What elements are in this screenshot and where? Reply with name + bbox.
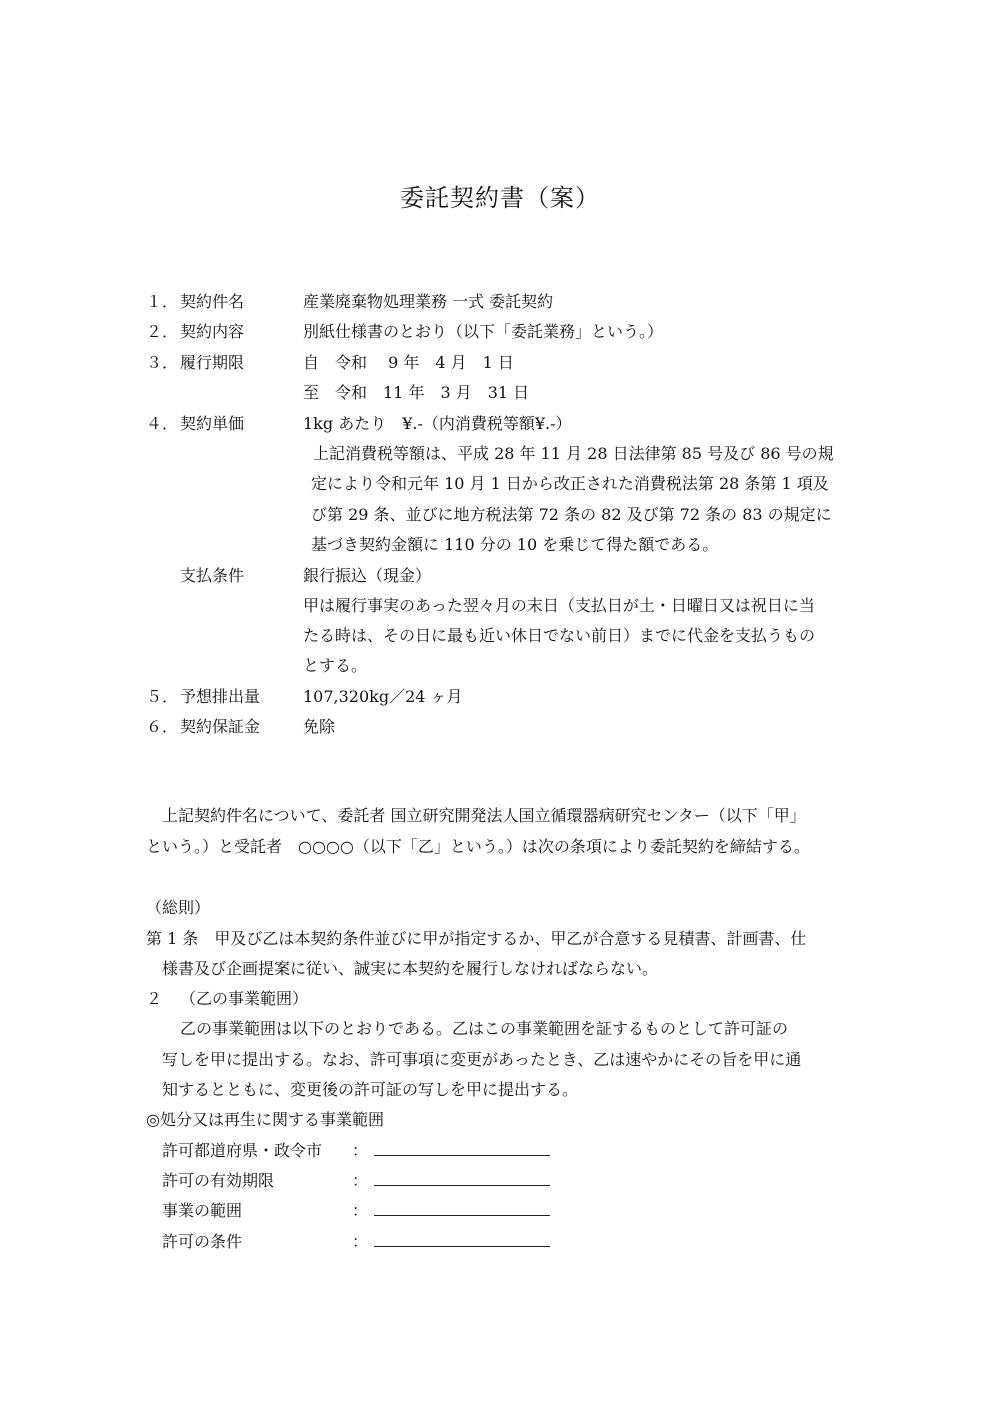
item-3-value-to: 至 令和 11 年 3 月 31 日 (303, 383, 530, 402)
article-1-heading: （総則） (146, 898, 211, 917)
item-6-value: 免除 (303, 717, 336, 736)
item-1-label: 契約件名 (180, 292, 245, 311)
payment-note-line: たる時は、その日に最も近い休日でない前日）までに代金を支払うもの (303, 626, 816, 645)
item-4-note-line: 基づき契約金額に 110 分の 10 を乗じて得た額である。 (311, 535, 719, 554)
validity-field-label: 許可の有効期限 (162, 1171, 275, 1190)
item-4-number: ４． (146, 414, 179, 433)
clause-2-line: 写しを甲に提出する。なお、許可事項に変更があったとき、乙は速やかにその旨を甲に通 (162, 1050, 802, 1069)
conditions-field-value[interactable] (352, 1227, 550, 1257)
item-1-number: １． (146, 292, 179, 311)
item-4-note-line: び第 29 条、並びに地方税法第 72 条の 82 及び第 72 条の 83 の規定に (311, 505, 832, 524)
field-colon: ： (352, 1232, 369, 1251)
clause-2-line: 知するとともに、変更後の許可証の写しを甲に提出する。 (162, 1080, 579, 1099)
item-5-value: 107,320kg／24 ヶ月 (303, 687, 463, 706)
field-colon: ： (352, 1141, 369, 1160)
payment-value: 銀行振込（現金） (303, 566, 432, 585)
item-4-label: 契約単価 (180, 414, 245, 433)
article-1-line: 第 1 条 甲及び乙は本契約条件並びに甲が指定するか、甲乙が合意する見積書、計画書、仕 (146, 929, 807, 948)
clause-2-heading: （乙の事業範囲） (180, 989, 309, 1008)
scope-field-label: 事業の範囲 (162, 1201, 243, 1220)
permit-field-label: 許可都道府県・政令市 (162, 1141, 323, 1160)
blank-line (374, 1141, 550, 1156)
scope-field-value[interactable] (352, 1196, 550, 1226)
intro-line: という。）と受託者 ○○○○（以下「乙」という。）は次の条項により委託契約を締結する。 (146, 837, 810, 856)
permit-field-value[interactable] (352, 1136, 550, 1166)
item-4-value: 1kg あたり ¥.-（内消費税等額¥.-） (303, 414, 572, 433)
blank-line (374, 1201, 550, 1216)
clause-2-number: ２ (146, 989, 163, 1008)
item-4-note-line: 定により令和元年 10 月 1 日から改正された消費税法第 28 条第 1 項及 (311, 474, 829, 493)
field-colon: ： (352, 1171, 369, 1190)
blank-line (374, 1171, 550, 1186)
item-4-note-line: 上記消費税等額は、平成 28 年 11 月 28 日法律第 85 号及び 86 号の規 (313, 444, 834, 463)
item-3-label: 履行期限 (180, 353, 245, 372)
conditions-field-label: 許可の条件 (162, 1232, 243, 1251)
disposal-heading: ◎処分又は再生に関する事業範囲 (146, 1110, 384, 1129)
item-2-number: ２． (146, 322, 179, 341)
payment-note-line: 甲は履行事実のあった翌々月の末日（支払日が土・日曜日又は祝日に当 (303, 596, 815, 615)
page-title: 委託契約書（案） (400, 184, 600, 212)
item-3-value-from: 自 令和 9 年 4 月 1 日 (303, 353, 514, 372)
item-6-label: 契約保証金 (180, 717, 261, 736)
payment-note-line: とする。 (303, 656, 368, 675)
payment-label: 支払条件 (180, 566, 245, 585)
item-3-number: ３． (146, 353, 179, 372)
intro-line: 上記契約件名について、委託者 国立研究開発法人国立循環器病研究センター（以下「甲」 (162, 806, 806, 825)
validity-field-value[interactable] (352, 1166, 550, 1196)
item-5-number: ５． (146, 687, 179, 706)
blank-line (374, 1232, 550, 1247)
item-2-value: 別紙仕様書のとおり（以下「委託業務」という。） (303, 322, 664, 341)
clause-2-line: 乙の事業範囲は以下のとおりである。乙はこの事業範囲を証するものとして許可証の (180, 1019, 789, 1038)
article-1-line: 様書及び企画提案に従い、誠実に本契約を履行しなければならない。 (162, 959, 659, 978)
field-colon: ： (352, 1201, 369, 1220)
item-5-label: 予想排出量 (180, 687, 261, 706)
item-1-value: 産業廃棄物処理業務 一式 委託契約 (303, 292, 554, 311)
item-6-number: ６． (146, 717, 179, 736)
item-2-label: 契約内容 (180, 322, 245, 341)
